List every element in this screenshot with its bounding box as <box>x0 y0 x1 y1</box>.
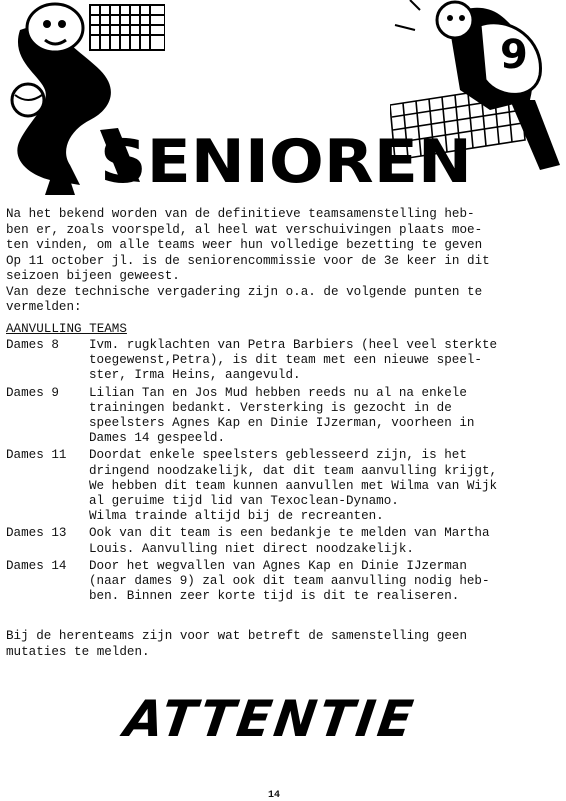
page-title-text: SENIOREN <box>100 128 472 190</box>
team-description-line: (naar dames 9) zal ook dit team aanvulling nodig heb- <box>89 574 490 589</box>
team-description-line: ben. Binnen zeer korte tijd is dit te realiseren. <box>89 589 460 604</box>
team-description-line: Ook van dit team is een bedankje te melden van Martha <box>89 526 490 541</box>
team-row <box>6 559 561 605</box>
team-description-line: Ivm. rugklachten van Petra Barbiers (heel veel sterkte <box>89 338 498 352</box>
team-row <box>6 448 561 524</box>
intro-line: seizoen bijeen geweest. <box>6 269 180 283</box>
team-name: Dames 14 <box>6 558 67 573</box>
team-name: Dames 8 <box>6 338 59 352</box>
team-description-line: speelsters Agnes Kap en Dinie IJzerman, voorheen in <box>89 416 475 431</box>
team-description-line: al geruime tijd lid van Texoclean-Dynamo. <box>89 494 399 509</box>
team-description <box>89 526 490 556</box>
team-description-line: trainingen bedankt. Versterking is gezocht in de <box>89 400 452 415</box>
intro-line: ten vinden, om alle teams weer hun volledige bezetting te geven <box>6 238 483 252</box>
section-heading: AANVULLING TEAMS <box>6 322 127 336</box>
intro-line: vermelden: <box>6 300 82 314</box>
team-name: Dames 9 <box>6 385 59 400</box>
svg-text:9: 9 <box>500 32 528 78</box>
page-number: 14 <box>268 790 281 801</box>
team-description-line: Door het wegvallen van Agnes Kap en Dinie IJzerman <box>89 558 467 573</box>
team-name: Dames 13 <box>6 526 67 541</box>
team-row <box>6 338 561 384</box>
intro-paragraph <box>6 207 556 316</box>
team-description-line: Doordat enkele speelsters geblesseerd zijn, is het <box>89 448 467 463</box>
team-description-line: Wilma trainde altijd bij de recreanten. <box>89 509 384 524</box>
team-description-line: We hebben dit team kunnen aanvullen met Wilma van Wijk <box>89 478 498 493</box>
closing-paragraph <box>6 628 556 660</box>
team-row <box>6 526 561 556</box>
team-description <box>89 448 497 524</box>
intro-line: Op 11 october jl. is de seniorencommissie voor de 3e keer in dit <box>6 253 490 268</box>
team-name: Dames 11 <box>6 448 67 463</box>
team-description-line: ster, Irma Heins, aangevuld. <box>89 368 301 383</box>
intro-line: ben er, zoals voorspeld, al heel wat verschuivingen plaats moe- <box>6 222 483 237</box>
attentie-heading: ATTENTIE <box>120 690 420 748</box>
page-title <box>100 128 475 190</box>
team-description <box>89 559 490 605</box>
team-description <box>89 386 474 447</box>
team-list <box>6 338 561 606</box>
team-description-line: toegewenst,Petra), is dit team met een nieuwe speel- <box>89 353 482 368</box>
team-description <box>89 338 497 384</box>
team-description-line: Lilian Tan en Jos Mud hebben reeds nu al na enkele <box>89 385 467 400</box>
intro-line: Na het bekend worden van de definitieve teamsamenstelling heb- <box>6 207 475 221</box>
team-row <box>6 386 561 447</box>
team-description-line: dringend noodzakelijk, dat dit team aanvulling krijgt, <box>89 463 498 478</box>
team-description-line: Louis. Aanvulling niet direct noodzakelijk. <box>89 541 414 556</box>
closing-line: Bij de herenteams zijn voor wat betreft de samenstelling geen <box>6 629 468 643</box>
closing-line: mutaties te melden. <box>6 645 150 659</box>
intro-line: Van deze technische vergadering zijn o.a. de volgende punten te <box>6 284 483 299</box>
team-description-line: Dames 14 gespeeld. <box>89 431 226 446</box>
